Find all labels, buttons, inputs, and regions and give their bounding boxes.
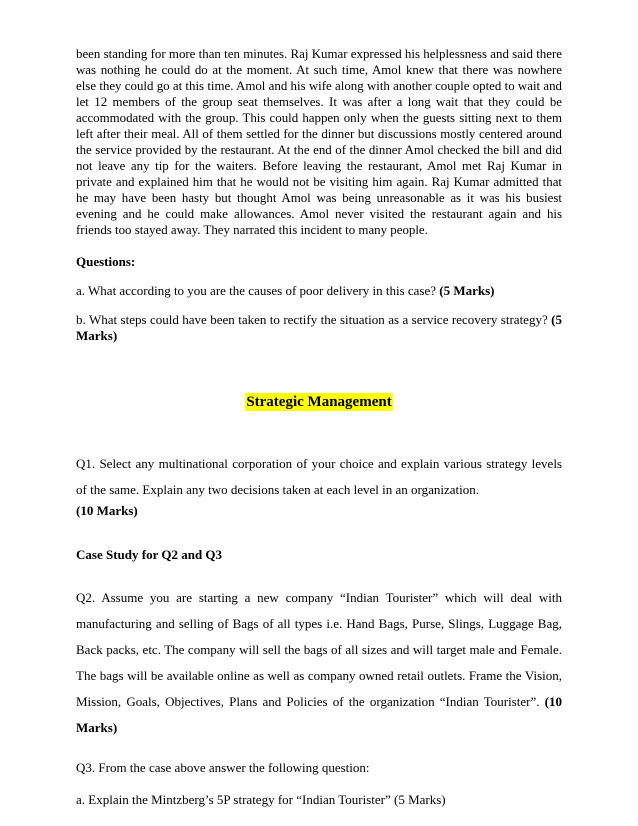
question-b [76, 312, 562, 344]
questions-heading: Questions: [76, 254, 136, 269]
case-study-heading: Case Study for Q2 and Q3 [76, 547, 223, 562]
question-a-text: a. What according to you are the causes of poor delivery in this case? [76, 283, 440, 298]
question-b-marks: (5 Marks) [76, 312, 562, 343]
q2 [76, 585, 562, 741]
case-study-text: been standing for more than ten minutes. Raj Kumar expressed his helplessness and said there was nothing he could do at the moment. At such time, Amol knew that there was nowhere else they could go at this time. Amol and his wife along with another couple opted to wait and let 12 members of the group seat themselves. It was after a long wait that they could be accommodated with the group. This could happen only when the guests sitting next to them left after their meal. All of them settled for the dinner but discussions mostly centered around the service provided by the restaurant. At the end of the dinner Amol checked the bill and did not leave any tip for the waiters. Before leaving the restaurant, Amol met Raj Kumar in private and explained him that he would not be visiting him again. Raj Kumar admitted that he may have been hasty but thought Amol was being unreasonable as it was his busiest evening and he could make allowances. Amol never visited the restaurant again and his friends too stayed away. They narrated this incident to many people. [76, 47, 562, 237]
q2-marks: (10 Marks) [76, 694, 562, 735]
q3-part-a: a. Explain the Mintzberg’s 5P strategy for “Indian Tourister” (5 Marks) [76, 792, 446, 807]
section-title-container [76, 392, 562, 412]
question-a [76, 283, 562, 299]
q2-text: Q2. Assume you are starting a new company “Indian Tourister” which will deal with manufacturing and selling of Bags of all types i.e. Hand Bags, Purse, Slings, Luggage Bag, Back packs, etc. The company will sell the bags of all sizes and will target male and Female. The bags will be available online as well as company owned retail outlets. Frame the Vision, Mission, Goals, Objectives, Plans and Policies of the organization “Indian Tourister”. [76, 590, 562, 709]
question-b-text: b. What steps could have been taken to rectify the situation as a service recovery strategy? [76, 312, 552, 327]
q3-intro: Q3. From the case above answer the following question: [76, 760, 370, 775]
document-page [76, 46, 562, 813]
question-a-marks: (5 Marks) [439, 283, 495, 298]
section-title: Strategic Management [246, 394, 392, 410]
q1-text: Q1. Select any multinational corporation of your choice and explain various strategy levels of the same. Explain any two decisions taken at each level in an organization. [76, 456, 562, 497]
q1-marks: (10 Marks) [76, 503, 138, 518]
